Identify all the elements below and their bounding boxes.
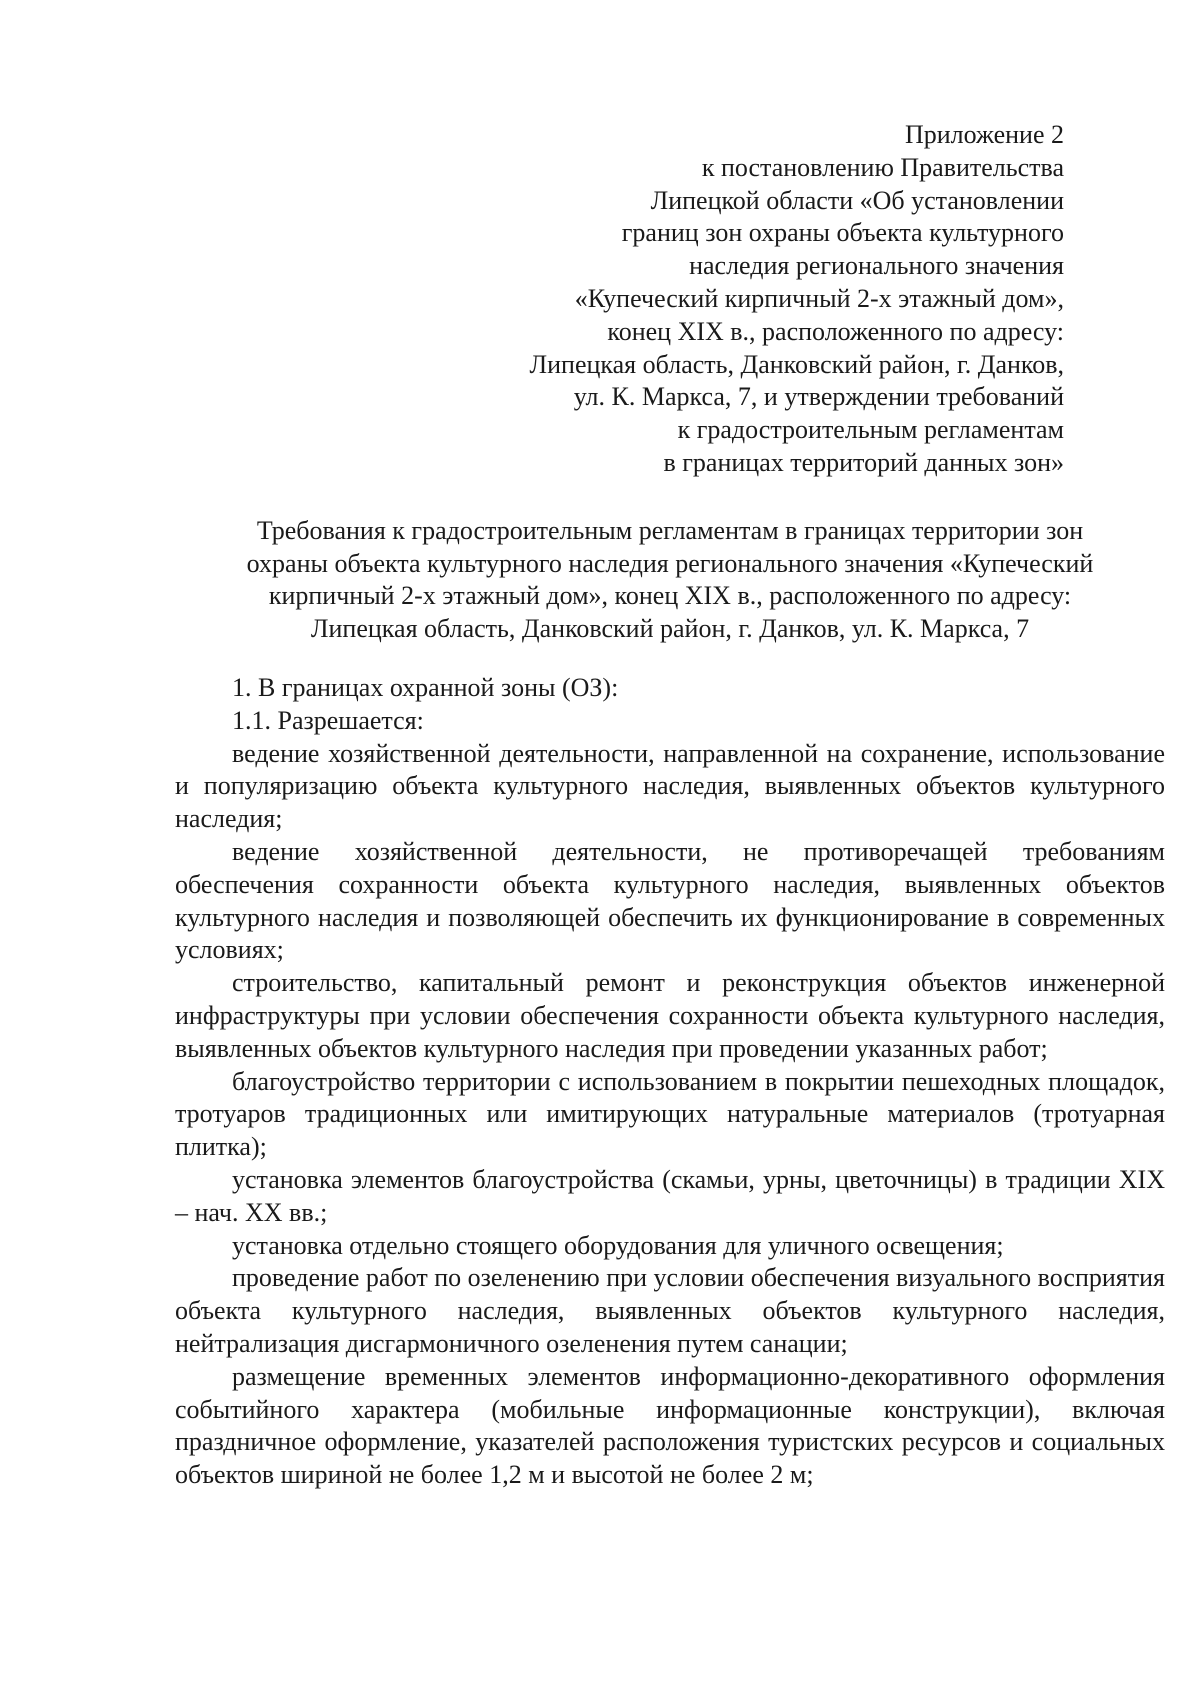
body-paragraph: установка отдельно стоящего оборудования для уличного освещения; <box>232 1230 1004 1260</box>
body-paragraph: размещение временных элементов информационно-декоративного оформления событийного характера (мобильные информационные конструкции), включая праздничное оформление, указателей расположения туристских ресурсов и социальных объектов шириной не более 1,2 м и высотой не более 2 м; <box>175 1361 1165 1490</box>
appendix-line: Липецкой области «Об установлении <box>650 185 1064 215</box>
appendix-line: «Купеческий кирпичный 2-х этажный дом», <box>574 283 1064 313</box>
appendix-line: конец XIX в., расположенного по адресу: <box>607 316 1064 346</box>
appendix-header <box>364 119 1064 480</box>
title-line: Требования к градостроительным регламентам в границах территории зон <box>256 516 1084 545</box>
title-line: охраны объекта культурного наследия регионального значения «Купеческий <box>246 548 1094 578</box>
body-paragraph: проведение работ по озеленению при условии обеспечения визуального восприятия объекта культурного наследия, выявленных объектов культурного наследия, нейтрализация дисгармоничного озеленения путем санации; <box>175 1263 1165 1358</box>
appendix-line: к постановлению Правительства <box>701 152 1064 182</box>
appendix-line: Липецкая область, Данковский район, г. Данков, <box>529 349 1064 379</box>
body-paragraph: строительство, капитальный ремонт и реконструкция объектов инженерной инфраструктуры при условии обеспечения сохранности объекта культурного наследия, выявленных объектов культурного наследия при проведении указанных работ; <box>175 968 1165 1063</box>
appendix-line: Приложение 2 <box>904 120 1064 149</box>
document-title <box>175 515 1165 645</box>
document-body <box>175 672 1165 1492</box>
body-paragraph: ведение хозяйственной деятельности, не противоречащей требованиям обеспечения сохранности объекта культурного наследия, выявленных объектов культурного наследия и позволяющей обеспечить их функционирование в современных условиях; <box>175 836 1165 965</box>
appendix-line: границ зон охраны объекта культурного <box>621 218 1064 248</box>
body-paragraph: ведение хозяйственной деятельности, направленной на сохранение, использование и популяризацию объекта культурного наследия, выявленных объектов культурного наследия; <box>175 738 1165 834</box>
appendix-line: к градостроительным регламентам <box>677 415 1064 445</box>
body-paragraph: благоустройство территории с использованием в покрытии пешеходных площадок, тротуаров традиционных или имитирующих натуральные материалов (тротуарная плитка); <box>175 1066 1165 1162</box>
title-line: Липецкая область, Данковский район, г. Данков, ул. К. Маркса, 7 <box>310 613 1030 643</box>
body-paragraph: установка элементов благоустройства (скамьи, урны, цветочницы) в традиции XIX – нач. XX вв.; <box>175 1164 1165 1227</box>
appendix-line: ул. К. Маркса, 7, и утверждении требований <box>573 382 1064 412</box>
section-heading: 1. В границах охранной зоны (ОЗ): <box>232 673 619 702</box>
title-line: кирпичный 2-х этажный дом», конец XIX в., расположенного по адресу: <box>268 581 1072 610</box>
subsection-heading: 1.1. Разрешается: <box>232 705 424 735</box>
appendix-line: в границах территорий данных зон» <box>663 447 1064 477</box>
appendix-line: наследия регионального значения <box>689 251 1064 281</box>
